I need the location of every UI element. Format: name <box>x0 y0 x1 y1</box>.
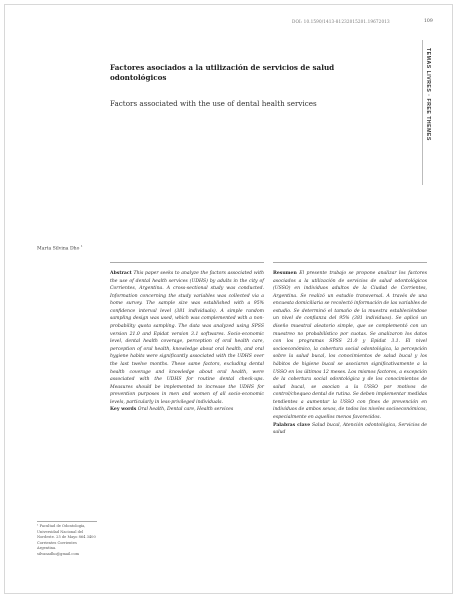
abstract-block <box>110 270 264 414</box>
abstract-keywords: Oral health, Dental care, Health services <box>137 407 234 413</box>
doi-text: DOI: 10.1590/1413-81232015201.19672013 <box>292 19 390 24</box>
abstract-body: This paper seeks to analyze the factors associated with the use of dental health services (UDHS) by adults in the city of Corrientes, Argentina. A cross-sectional study was conducted. Information concerning the study variables was collected via a home survey. The sample size was established with a 95% confidence interval level (381 individuals). A simple random sampling design was used, which was complemented with a non-probability quota sampling. The data was analyzed using SPSS version 21.0 and Epidat version 3.1 softwares. Socio-economic level, dental health coverage, perception of oral health care, perception of oral health, knowledge about oral health, and oral hygiene habits were significantly associated with the UDHS over the last twelve months. These same factors, excluding dental health coverage and knowledge about oral health, were associated with the UDHS for routine dental check-ups. Measures should be implemented to increase the UDHS for prevention purposes in men and women of all socio-economic levels, particularly in less-privileged individuals. <box>110 271 264 405</box>
resumen-top-rule <box>273 262 427 263</box>
resumen-body: El presente trabajo se propone analizar los factores asociados a la utilización de servicios de salud odontológicos (USSO) en individuos adultos de la Ciudad de Corrientes, Argentina. Se realizó un estudio transversal. A través de una encuesta domiciliaria se recolectó información de las variables de estudio. Se determinó el tamaño de la muestra estableciéndose un nivel de confianza del 95% (381 individuos). Se aplicó un diseño muestral aleatorio simple, que se complementó con un muestreo no probabilístico por cuotas. Se analizaron los datos con los programas SPSS 21.0 y Epidat 3.1. El nivel socioeconómico, la cobertura social odontológica, la percepción sobre la salud bucal, los conocimientos de salud bucal y los hábitos de higiene bucal se asociaron significativamente a la USSO en los últimos 12 meses. Los mismos factores, a excepción de la cobertura social odontológica y de los conocimientos de salud bucal, se asocian a la USSO por motivos de control/chequeo dental de rutina. Se deben implementar medidas tendientes a aumentar la USSO con fines de prevención en individuos de ambos sexos, de todos los niveles socioeconómicos, especialmente en aquellos menos favorecidos. <box>273 271 427 420</box>
page-number: 109 <box>424 19 433 24</box>
abstract-label: Abstract <box>110 271 132 276</box>
resumen-keywords: Salud bucal, Atención odontológica, Servicios de salud <box>273 422 427 436</box>
author-affiliation: ¹ Facultad de Odontología, Universidad Nacional del Nordeste. 25 de Mayo 864 3400 Corrientes Corrientes Argentina. silvanadho@gmail.com <box>37 524 96 556</box>
resumen-block <box>273 270 427 437</box>
author-line <box>37 244 83 252</box>
affiliation-rule <box>37 521 97 522</box>
author-affiliation-mark: 1 <box>80 244 83 248</box>
side-tab-rule <box>422 40 423 185</box>
article-title-spanish: Factores asociados a la utilización de servicios de salud odontológicos <box>110 63 335 82</box>
article-title-english: Factors associated with the use of dental health services <box>110 99 317 108</box>
abstract-top-rule <box>110 262 264 263</box>
resumen-label: Resumen <box>273 271 297 276</box>
resumen-keywords-label: Palabras clave <box>273 422 311 428</box>
author-name: Marta Silvina Dho <box>37 246 80 252</box>
abstract-keywords-label: Key words <box>110 407 137 413</box>
side-section-tab: TEMAS LIVRES · FREE THEMES <box>425 48 431 141</box>
